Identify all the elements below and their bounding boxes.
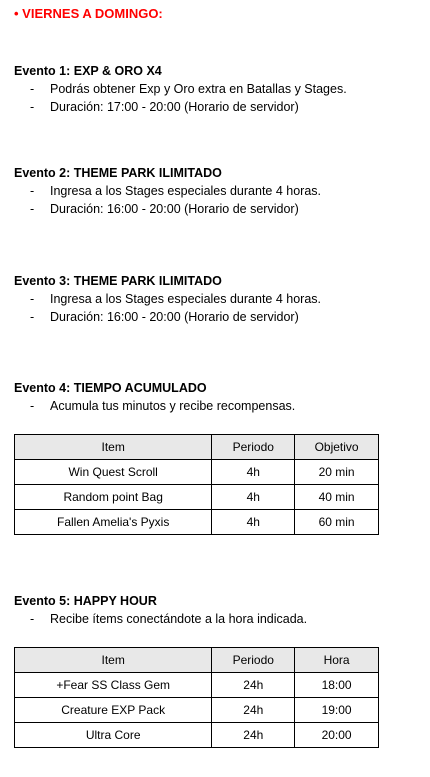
- table-cell: Random point Bag: [15, 485, 212, 510]
- column-header-item: Item: [15, 435, 212, 460]
- event-3-title: Evento 3: THEME PARK ILIMITADO: [14, 274, 222, 288]
- column-header-periodo: Periodo: [212, 648, 295, 673]
- table-cell: Ultra Core: [15, 723, 212, 748]
- event-4-table: [14, 434, 379, 535]
- event-2-title: Evento 2: THEME PARK ILIMITADO: [14, 166, 222, 180]
- table-cell: 40 min: [295, 485, 379, 510]
- list-item: - Podrás obtener Exp y Oro extra en Batallas y Stages.: [30, 82, 347, 96]
- event-5-bullets: [14, 610, 414, 628]
- event-4-bullets: [14, 397, 414, 415]
- table-cell: 24h: [212, 673, 295, 698]
- table-cell: 20:00: [295, 723, 379, 748]
- list-item: - Duración: 16:00 - 20:00 (Horario de servidor): [30, 310, 299, 324]
- event-1-bullets: [14, 80, 414, 116]
- list-item: - Duración: 17:00 - 20:00 (Horario de servidor): [30, 100, 299, 114]
- table-row: [15, 698, 379, 723]
- table-cell: 24h: [212, 698, 295, 723]
- column-header-objetivo: Objetivo: [295, 435, 379, 460]
- event-1: [14, 62, 414, 116]
- list-item: - Acumula tus minutos y recibe recompensas.: [30, 399, 296, 413]
- column-header-hora: Hora: [295, 648, 379, 673]
- event-3: [14, 272, 414, 326]
- table-cell: 19:00: [295, 698, 379, 723]
- table-cell: 24h: [212, 723, 295, 748]
- list-item: - Duración: 16:00 - 20:00 (Horario de servidor): [30, 202, 299, 216]
- table-row: [15, 510, 379, 535]
- event-5: [14, 592, 414, 628]
- column-header-periodo: Periodo: [212, 435, 295, 460]
- column-header-item: Item: [15, 648, 212, 673]
- table-row: [15, 723, 379, 748]
- page-heading: • VIERNES A DOMINGO:: [14, 6, 163, 21]
- table-header-row: [15, 648, 379, 673]
- event-2: [14, 164, 414, 218]
- table-cell: 4h: [212, 485, 295, 510]
- event-5-table: [14, 647, 379, 748]
- table-cell: +Fear SS Class Gem: [15, 673, 212, 698]
- table-cell: 4h: [212, 460, 295, 485]
- list-item: - Ingresa a los Stages especiales durante 4 horas.: [30, 292, 322, 306]
- table-cell: Fallen Amelia's Pyxis: [15, 510, 212, 535]
- event-1-title: Evento 1: EXP & ORO X4: [14, 64, 162, 78]
- event-4-title: Evento 4: TIEMPO ACUMULADO: [14, 381, 207, 395]
- table-cell: 60 min: [295, 510, 379, 535]
- list-item: - Ingresa a los Stages especiales durante 4 horas.: [30, 184, 322, 198]
- event-3-bullets: [14, 290, 414, 326]
- table-cell: 20 min: [295, 460, 379, 485]
- table-cell: 4h: [212, 510, 295, 535]
- table-row: [15, 460, 379, 485]
- event-4: [14, 379, 414, 415]
- table-row: [15, 485, 379, 510]
- table-cell: Creature EXP Pack: [15, 698, 212, 723]
- event-2-bullets: [14, 182, 414, 218]
- table-row: [15, 673, 379, 698]
- list-item: - Recibe ítems conectándote a la hora indicada.: [30, 612, 308, 626]
- table-cell: Win Quest Scroll: [15, 460, 212, 485]
- event-5-title: Evento 5: HAPPY HOUR: [14, 594, 157, 608]
- table-cell: 18:00: [295, 673, 379, 698]
- table-header-row: [15, 435, 379, 460]
